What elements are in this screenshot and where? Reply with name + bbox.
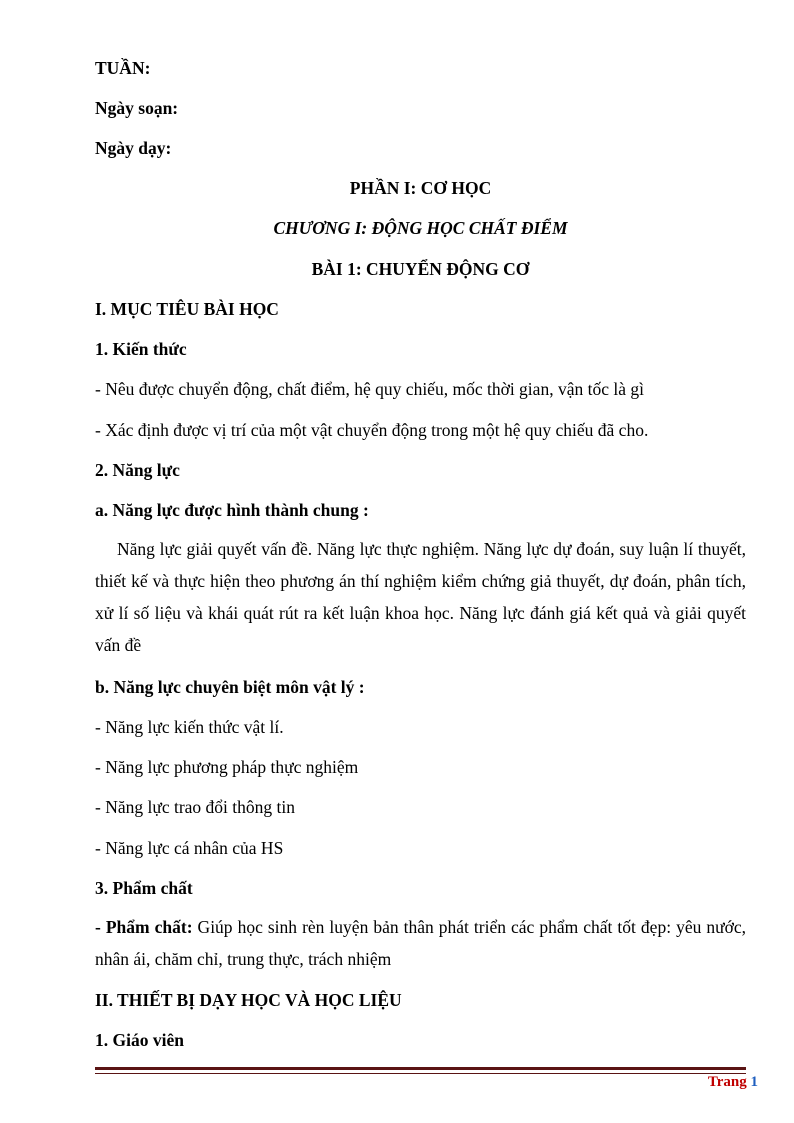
- footer-rule-thick: [95, 1067, 746, 1070]
- qualities-text: Giúp học sinh rèn luyện bản thân phát triển các phẩm chất tốt đẹp: yêu nước, nhân ái, chăm chỉ, trung thực, trách nhiệm: [95, 917, 746, 969]
- chapter-title: CHƯƠNG I: ĐỘNG HỌC CHẤT ĐIỂM: [273, 218, 568, 238]
- lesson-title: BÀI 1: CHUYỂN ĐỘNG CƠ: [311, 259, 530, 279]
- section1-heading: I. MỤC TIÊU BÀI HỌC: [95, 299, 279, 319]
- section2-heading: II. THIẾT BỊ DẠY HỌC VÀ HỌC LIỆU: [95, 990, 402, 1010]
- footer-rule-thin: [95, 1073, 746, 1074]
- qualities-paragraph: [95, 911, 746, 975]
- competence-heading: 2. Năng lực: [95, 460, 180, 480]
- page-number: [708, 1074, 758, 1091]
- knowledge-item: - Nêu được chuyển động, chất điểm, hệ quy chiếu, mốc thời gian, vận tốc là gì: [95, 379, 644, 399]
- competence-item: - Năng lực cá nhân của HS: [95, 838, 284, 858]
- page-label: Trang: [707, 1074, 747, 1090]
- competence-item: - Năng lực kiến thức vật lí.: [95, 717, 284, 737]
- qualities-heading: 3. Phẩm chất: [95, 878, 193, 898]
- knowledge-heading: 1. Kiến thức: [95, 339, 187, 359]
- header-teach-date: Ngày dạy:: [95, 138, 172, 158]
- general-competence-heading: a. Năng lực được hình thành chung :: [95, 500, 369, 520]
- competence-item: - Năng lực trao đổi thông tin: [95, 797, 296, 817]
- knowledge-item: - Xác định được vị trí của một vật chuyển động trong một hệ quy chiếu đã cho.: [95, 420, 649, 440]
- part-title: PHẦN I: CƠ HỌC: [349, 178, 492, 198]
- specific-competence-heading: b. Năng lực chuyên biệt môn vật lý :: [95, 677, 365, 697]
- teacher-heading: 1. Giáo viên: [95, 1030, 184, 1050]
- header-week: TUẦN:: [95, 58, 151, 78]
- page-number-value: 1: [750, 1074, 758, 1090]
- general-competence-text: Năng lực giải quyết vấn đề. Năng lực thực nghiệm. Năng lực dự đoán, suy luận lí thuyết, thiết kế và thực hiện theo phương án thí nghiệm kiểm chứng giả thuyết, dự đoán, phân tích, xử lí số liệu và khái quát rút ra kết luận khoa học. Năng lực đánh giá kết quả và giải quyết vấn đề: [95, 539, 746, 655]
- qualities-label: - Phẩm chất:: [95, 917, 193, 937]
- header-prep-date: Ngày soạn:: [95, 98, 179, 118]
- competence-item: - Năng lực phương pháp thực nghiệm: [95, 757, 359, 777]
